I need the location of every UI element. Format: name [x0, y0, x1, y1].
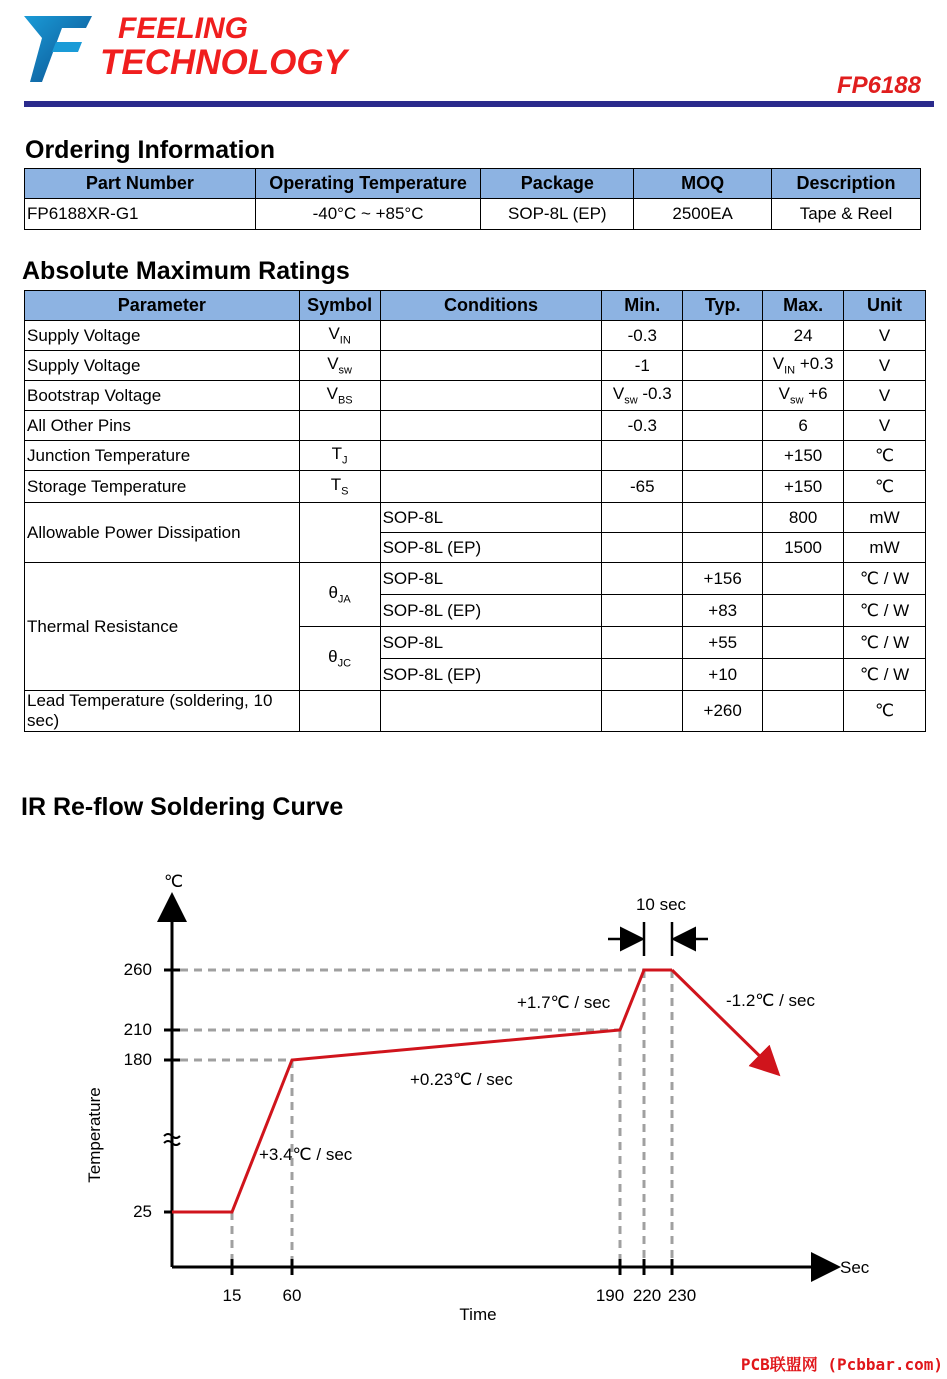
- min-cell: -65: [602, 471, 683, 503]
- rate-label-ramp: +1.7℃ / sec: [517, 993, 611, 1012]
- typ-cell: +156: [683, 563, 763, 595]
- table-row: [25, 381, 926, 411]
- conditions-cell: [380, 411, 602, 441]
- table-row: [25, 321, 926, 351]
- x-tick-label: 60: [282, 1286, 302, 1305]
- typ-cell: [683, 503, 763, 533]
- y-tick-label: 260: [123, 960, 152, 979]
- min-cell: -1: [602, 351, 683, 381]
- conditions-cell: [380, 381, 602, 411]
- ordering-title: Ordering Information: [25, 136, 275, 164]
- max-cell: $V_{IN} +0.3$: [763, 351, 844, 381]
- rate-label-preheat: +3.4℃ / sec: [259, 1145, 353, 1164]
- unit-cell: ℃ / W: [844, 595, 926, 627]
- company-logo: [22, 12, 347, 92]
- x-tick-label: 190: [595, 1286, 625, 1305]
- min-cell: [602, 691, 683, 732]
- conditions-cell: SOP-8L (EP): [380, 595, 602, 627]
- typ-cell: [683, 321, 763, 351]
- reflow-diagram: [60, 860, 880, 1330]
- typ-cell: [683, 471, 763, 503]
- param-cell: Supply Voltage: [25, 351, 300, 381]
- symbol-cell: $V_{sw}$: [299, 351, 380, 381]
- unit-cell: V: [844, 351, 926, 381]
- min-cell: [602, 441, 683, 471]
- column-header: Symbol: [299, 291, 380, 321]
- max-cell: [763, 595, 844, 627]
- max-cell: 24: [763, 321, 844, 351]
- column-header: Part Number: [25, 169, 256, 199]
- min-cell: [602, 659, 683, 691]
- y-axis-title: Temperature: [85, 1087, 104, 1183]
- conditions-cell: SOP-8L (EP): [380, 659, 602, 691]
- column-header: Description: [772, 169, 921, 199]
- table-row: [25, 471, 926, 503]
- typ-cell: [683, 533, 763, 563]
- conditions-cell: SOP-8L: [380, 563, 602, 595]
- table-cell: -40°C ~ +85°C: [255, 199, 481, 230]
- table-row: [25, 503, 926, 533]
- table-row: [25, 411, 926, 441]
- conditions-cell: [380, 471, 602, 503]
- x-axis-title: Time: [459, 1305, 497, 1324]
- conditions-cell: [380, 691, 602, 732]
- typ-cell: [683, 411, 763, 441]
- typ-cell: [683, 381, 763, 411]
- table-row: [25, 563, 926, 595]
- column-header: Conditions: [380, 291, 602, 321]
- param-cell: Thermal Resistance: [25, 563, 300, 691]
- param-cell: Supply Voltage: [25, 321, 300, 351]
- table-row: [25, 691, 926, 732]
- conditions-cell: SOP-8L: [380, 503, 602, 533]
- window-label: 10 sec: [635, 895, 687, 914]
- typ-cell: +55: [683, 627, 763, 659]
- column-header: Operating Temperature: [255, 169, 481, 199]
- x-tick-label: 15: [222, 1286, 242, 1305]
- symbol-cell: $T_J$: [299, 441, 380, 471]
- rate-label-cooling: -1.2℃ / sec: [726, 991, 816, 1010]
- x-tick-label: 230: [667, 1286, 697, 1305]
- y-tick-label: 180: [123, 1050, 152, 1069]
- y-tick-label: 25: [133, 1202, 152, 1221]
- x-unit-label: Sec: [840, 1258, 870, 1277]
- max-cell: [763, 627, 844, 659]
- table-cell: FP6188XR-G1: [25, 199, 256, 230]
- symbol-cell: $\theta_{JA}$: [299, 563, 380, 627]
- part-number-header: FP6188: [836, 72, 921, 99]
- param-cell: Allowable Power Dissipation: [25, 503, 300, 563]
- min-cell: [602, 503, 683, 533]
- cooling-arrow: [672, 970, 774, 1070]
- min-cell: -0.3: [602, 411, 683, 441]
- x-tick-label: 220: [632, 1286, 662, 1305]
- max-cell: $V_{sw} +6$: [763, 381, 844, 411]
- max-cell: 800: [763, 503, 844, 533]
- typ-cell: [683, 441, 763, 471]
- column-header: Unit: [844, 291, 926, 321]
- conditions-cell: SOP-8L: [380, 627, 602, 659]
- logo-line1: FEELING: [118, 12, 249, 45]
- ordering-table: [24, 168, 921, 230]
- unit-cell: ℃ / W: [844, 627, 926, 659]
- symbol-cell: [299, 503, 380, 563]
- column-header: Package: [481, 169, 634, 199]
- y-tick-label: 210: [123, 1020, 152, 1039]
- unit-cell: mW: [844, 533, 926, 563]
- max-cell: +150: [763, 471, 844, 503]
- typ-cell: +260: [683, 691, 763, 732]
- symbol-cell: $T_S$: [299, 471, 380, 503]
- column-header: Typ.: [683, 291, 763, 321]
- param-cell: Storage Temperature: [25, 471, 300, 503]
- abs-max-table: [24, 290, 926, 732]
- symbol-cell: [299, 691, 380, 732]
- column-header: Min.: [602, 291, 683, 321]
- unit-cell: ℃: [844, 471, 926, 503]
- min-cell: $V_{sw}$ -0.3: [602, 381, 683, 411]
- max-cell: [763, 563, 844, 595]
- table-row: [25, 199, 921, 230]
- table-cell: Tape & Reel: [772, 199, 921, 230]
- typ-cell: +10: [683, 659, 763, 691]
- param-cell: Junction Temperature: [25, 441, 300, 471]
- rate-label-soak: +0.23℃ / sec: [410, 1070, 513, 1089]
- reflow-title: IR Re-flow Soldering Curve: [21, 793, 344, 821]
- param-cell: All Other Pins: [25, 411, 300, 441]
- unit-cell: ℃ / W: [844, 563, 926, 595]
- unit-cell: ℃ / W: [844, 659, 926, 691]
- conditions-cell: SOP-8L (EP): [380, 533, 602, 563]
- min-cell: [602, 533, 683, 563]
- table-header-row: [25, 169, 921, 199]
- min-cell: [602, 595, 683, 627]
- column-header: Max.: [763, 291, 844, 321]
- logo-mark-icon: [22, 12, 102, 92]
- max-cell: 1500: [763, 533, 844, 563]
- symbol-cell: $V_{IN}$: [299, 321, 380, 351]
- max-cell: [763, 659, 844, 691]
- typ-cell: +83: [683, 595, 763, 627]
- param-cell: Lead Temperature (soldering, 10 sec): [25, 691, 300, 732]
- min-cell: [602, 627, 683, 659]
- column-header: MOQ: [634, 169, 772, 199]
- min-cell: -0.3: [602, 321, 683, 351]
- logo-line2: TECHNOLOGY: [100, 43, 347, 82]
- unit-cell: ℃: [844, 691, 926, 732]
- unit-cell: mW: [844, 503, 926, 533]
- max-cell: 6: [763, 411, 844, 441]
- conditions-cell: [380, 441, 602, 471]
- conditions-cell: [380, 351, 602, 381]
- unit-cell: V: [844, 381, 926, 411]
- abs-max-title: Absolute Maximum Ratings: [22, 257, 350, 285]
- unit-cell: ℃: [844, 441, 926, 471]
- table-cell: SOP-8L (EP): [481, 199, 634, 230]
- unit-cell: V: [844, 321, 926, 351]
- symbol-cell: [299, 411, 380, 441]
- param-cell: Bootstrap Voltage: [25, 381, 300, 411]
- unit-cell: V: [844, 411, 926, 441]
- watermark: PCB联盟网 (Pcbbar.com): [740, 1355, 943, 1374]
- table-cell: 2500EA: [634, 199, 772, 230]
- min-cell: [602, 563, 683, 595]
- max-cell: [763, 691, 844, 732]
- table-header-row: [25, 291, 926, 321]
- symbol-cell: $V_{BS}$: [299, 381, 380, 411]
- table-row: [25, 441, 926, 471]
- table-row: [25, 351, 926, 381]
- typ-cell: [683, 351, 763, 381]
- header-divider: [24, 101, 934, 107]
- conditions-cell: [380, 321, 602, 351]
- y-unit-label: ℃: [164, 872, 184, 891]
- column-header: Parameter: [25, 291, 300, 321]
- max-cell: +150: [763, 441, 844, 471]
- symbol-cell: $\theta_{JC}$: [299, 627, 380, 691]
